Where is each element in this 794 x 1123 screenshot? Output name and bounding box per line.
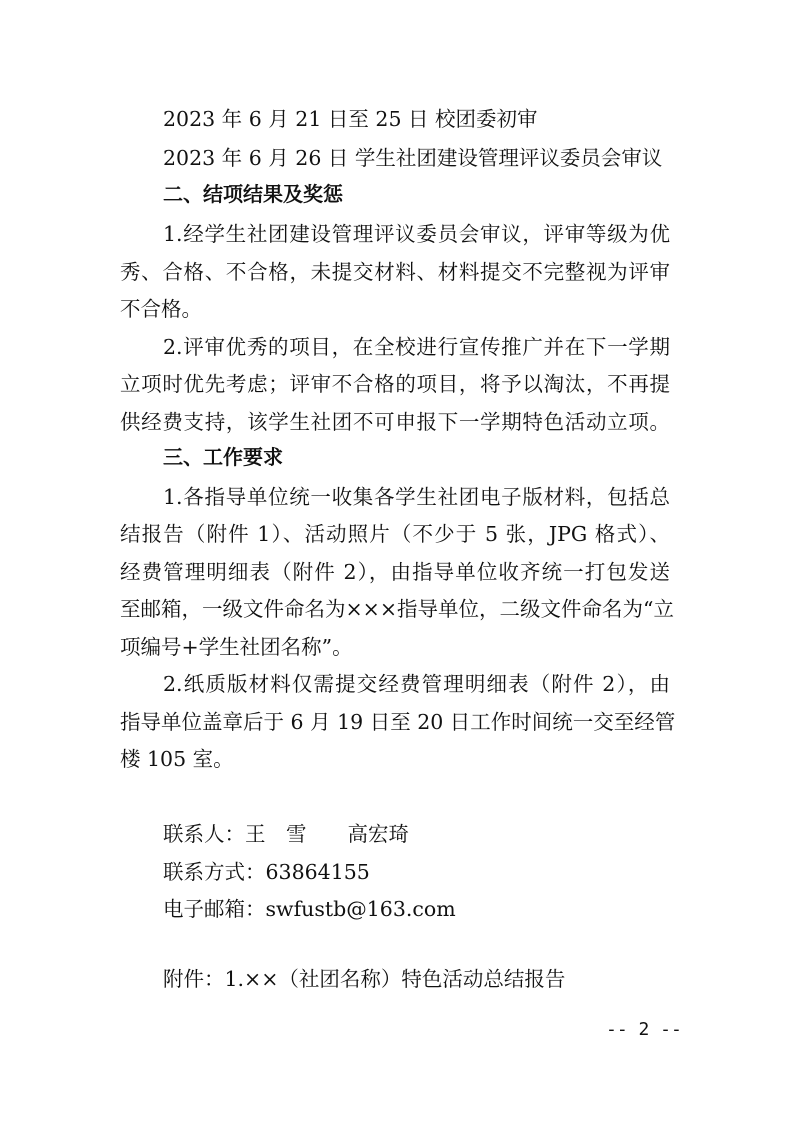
contact-phone: 联系方式：63864155	[163, 860, 370, 884]
section-2-para-2-line-2: 立项时优先考虑；评审不合格的项目，将予以淘汰，不再提	[120, 372, 670, 396]
section-3-para-1-line-2: 结报告（附件 1）、活动照片（不少于 5 张，JPG 格式）、	[120, 522, 670, 546]
section-3-para-1-line-1: 1.各指导单位统一收集各学生社团电子版材料，包括总	[163, 485, 670, 509]
section-2-para-1-line-3: 不合格。	[120, 297, 202, 321]
contact-person: 联系人：王 雪 高宏琦	[163, 822, 409, 846]
schedule-line-2: 2023 年 6 月 26 日 学生社团建设管理评议委员会审议	[163, 146, 663, 170]
section-3-para-2-line-3: 楼 105 室。	[120, 747, 234, 771]
section-3-para-2-line-1: 2.纸质版材料仅需提交经费管理明细表（附件 2），由	[163, 672, 670, 696]
section-2-para-1-line-1: 1.经学生社团建设管理评议委员会审议，评审等级为优	[163, 222, 670, 246]
section-2-heading: 二、结项结果及奖惩	[163, 182, 343, 206]
section-3-para-1-line-3: 经费管理明细表（附件 2），由指导单位收齐统一打包发送	[120, 560, 670, 584]
page-number: -- 2 --	[606, 1019, 682, 1040]
section-2-para-1-line-2: 秀、合格、不合格，未提交材料、材料提交不完整视为评审	[120, 260, 670, 284]
section-3-para-1-line-5: 项编号+学生社团名称”。	[120, 635, 353, 659]
section-2-para-2-line-1: 2.评审优秀的项目，在全校进行宣传推广并在下一学期	[163, 335, 670, 359]
section-3-para-1-line-4: 至邮箱，一级文件命名为×××指导单位，二级文件命名为“立	[120, 597, 675, 621]
schedule-line-1: 2023 年 6 月 21 日至 25 日 校团委初审	[163, 107, 538, 131]
section-3-heading: 三、工作要求	[163, 445, 283, 469]
section-3-para-2-line-2: 指导单位盖章后于 6 月 19 日至 20 日工作时间统一交至经管	[120, 710, 676, 734]
section-2-para-2-line-3: 供经费支持，该学生社团不可申报下一学期特色活动立项。	[120, 410, 670, 434]
contact-email: 电子邮箱：swfustb@163.com	[163, 897, 456, 921]
attachment-line: 附件：1.××（社团名称）特色活动总结报告	[163, 967, 566, 991]
